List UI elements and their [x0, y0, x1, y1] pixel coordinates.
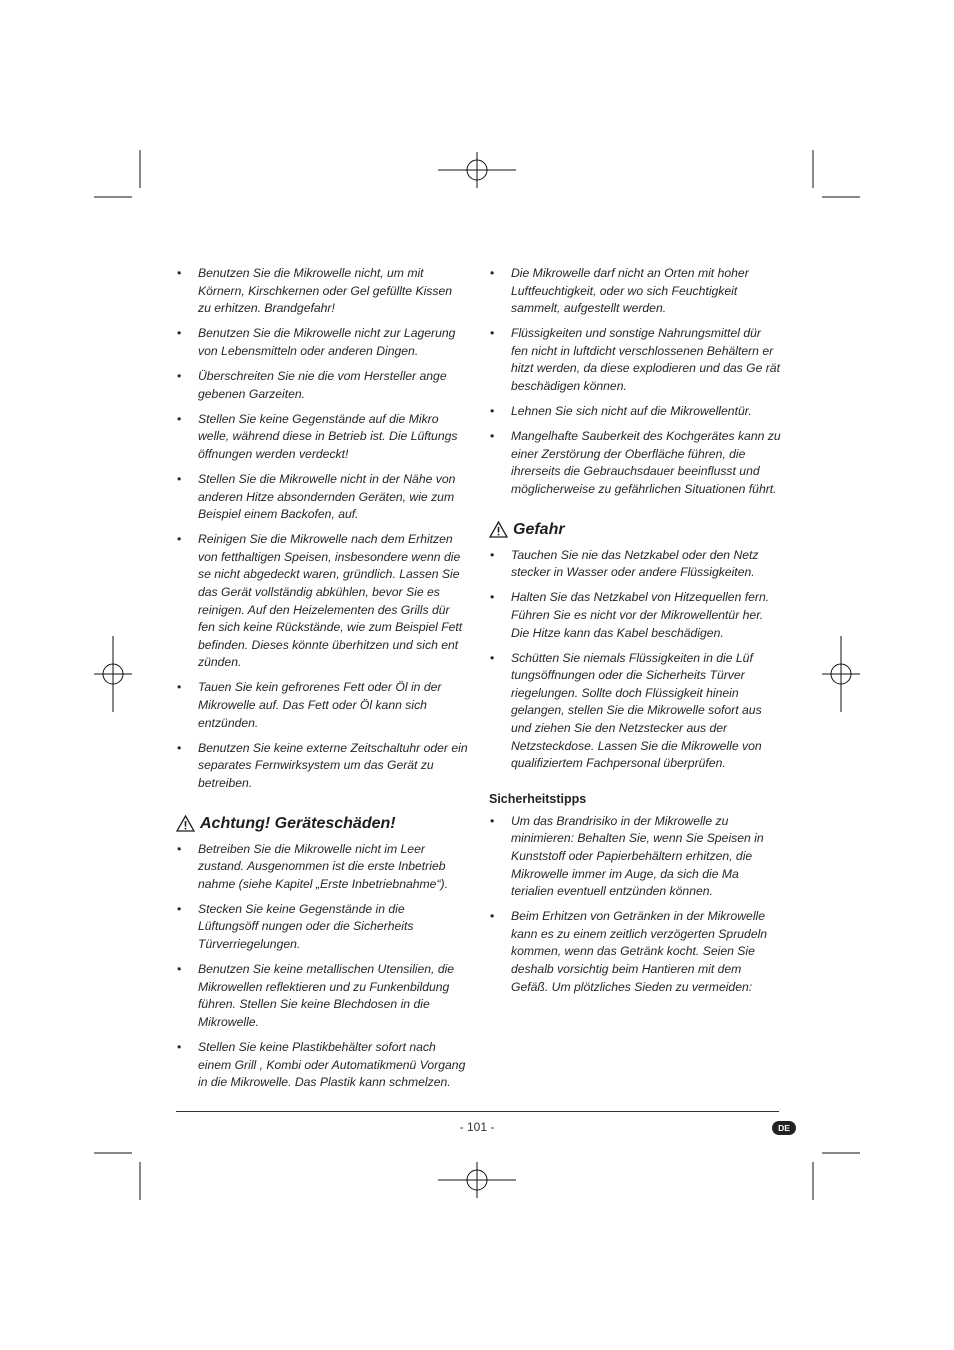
list-item: • Benutzen Sie die Mikrowelle nicht, um mit Körnern, Kirschkernen oder Gel gefüllte Kissen zu erhitzen. Brandgefahr! — [176, 265, 468, 318]
list-item: • Benutzen Sie keine metallischen Utensilien, die Mikrowellen reflektieren und zu Funkenbildung führen. Stellen Sie keine Blechdosen in die Mikrowelle. — [176, 961, 468, 1031]
list-item: • Benutzen Sie die Mikrowelle nicht zur Lagerung von Lebensmitteln oder anderen Dingen. — [176, 325, 468, 360]
list-item: • Um das Brandrisiko in der Mikrowelle zu minimieren: Behalten Sie, wenn Sie Speisen in Kunststoff oder Papierbehältern erhitzen, die Mikrowelle immer im Auge, da sich die Ma terialien eventuell entzünden können. — [489, 813, 781, 901]
list-item: • Überschreiten Sie nie die vom Hersteller ange gebenen Garzeiten. — [176, 368, 468, 403]
list-item: • Stecken Sie keine Gegenstände in die Lüftungsöff nungen oder die Sicherheits Türverriegelungen. — [176, 901, 468, 954]
list-item: • Flüssigkeiten und sonstige Nahrungsmittel dür fen nicht in luftdicht verschlossenen Behältern er hitzt werden, da diese explodieren und das Ge rät beschädigen können. — [489, 325, 781, 395]
list-item: • Stellen Sie keine Gegenstände auf die Mikro welle, während diese in Betrieb ist. Die Lüftungs öffnungen werden verdeckt! — [176, 411, 468, 464]
section-heading-achtung — [176, 813, 468, 835]
bullet-list-tipps — [489, 813, 781, 996]
right-column — [489, 265, 781, 1004]
list-item: • Stellen Sie keine Plastikbehälter sofort nach einem Grill , Kombi oder Automatikmenü Vorgang in die Mikrowelle. Das Plastik kann schmelzen. — [176, 1039, 468, 1092]
page-number: - 101 - — [459, 1120, 495, 1134]
list-item: • Mangelhafte Sauberkeit des Kochgerätes kann zu einer Zerstörung der Oberfläche führen, die ihrerseits die Gebrauchsdauer beeinflusst und möglicherweise zu gefährlichen Situationen führt. — [489, 428, 781, 498]
section-heading-sicherheitstipps: Sicherheitstipps — [489, 791, 587, 806]
list-item: • Stellen Sie die Mikrowelle nicht in der Nähe von anderen Hitze absondernden Geräten, wie zum Beispiel einem Backofen, auf. — [176, 471, 468, 524]
list-item: • Tauchen Sie nie das Netzkabel oder den Netz stecker in Wasser oder andere Flüssigkeiten. — [489, 547, 781, 582]
warning-triangle-icon — [489, 521, 508, 538]
list-item: • Benutzen Sie keine externe Zeitschaltuhr oder ein separates Fernwirksystem um das Gerät zu betreiben. — [176, 740, 468, 793]
bullet-list-general — [176, 265, 468, 793]
section-heading-text: Gefahr — [513, 520, 565, 538]
left-column — [176, 265, 468, 1099]
list-item: • Reinigen Sie die Mikrowelle nach dem Erhitzen von fetthaltigen Speisen, insbesondere wenn die se nicht abgedeckt waren, gründlich. Lassen Sie das Gerät vollständig abkühlen, bevor Sie es reinigen. Auf den Heizelementen des Grills dür fen sich keine Rückstände, wie zum Beispiel Fett befinden. Dieses könnte überhitzen und sich ent zünden. — [176, 531, 468, 672]
list-item: • Betreiben Sie die Mikrowelle nicht im Leer zustand. Ausgenommen ist die erste Inbetrieb nahme (siehe Kapitel „Erste Inbetriebnahme“). — [176, 841, 468, 894]
warning-triangle-icon — [176, 815, 195, 832]
bullet-list-general-right — [489, 265, 781, 499]
section-heading-gefahr — [489, 519, 781, 541]
list-item: • Die Mikrowelle darf nicht an Orten mit hoher Luftfeuchtigkeit, oder wo sich Feuchtigkeit sammelt, aufgestellt werden. — [489, 265, 781, 318]
list-item: • Beim Erhitzen von Getränken in der Mikrowelle kann es zu einem zeitlich verzögerten Sprudeln kommen, wenn das Getränk kocht. Seien Sie deshalb vorsichtig beim Hantieren mit dem Gefäß. Um plötzliches Sieden zu vermeiden: — [489, 908, 781, 996]
bullet-list-gefahr — [489, 547, 781, 773]
language-badge: DE — [772, 1121, 796, 1135]
list-item: • Halten Sie das Netzkabel von Hitzequellen fern. Führen Sie es nicht vor der Mikrowellentür her. Die Hitze kann das Kabel beschädigen. — [489, 589, 781, 642]
list-item: • Schütten Sie niemals Flüssigkeiten in die Lüf tungsöffnungen oder die Sicherheits Türver riegelungen. Sollte doch Flüssigkeit hinein gelangen, stellen Sie die Mikrowelle sofort aus und ziehen Sie den Netzstecker aus der Netzsteckdose. Lassen Sie die Mikrowelle von qualifiziertem Fachpersonal überprüfen. — [489, 650, 781, 773]
list-item: • Lehnen Sie sich nicht auf die Mikrowellentür. — [489, 403, 781, 421]
section-heading-text: Achtung! Geräteschäden! — [200, 814, 396, 832]
bullet-list-achtung — [176, 841, 468, 1092]
list-item: • Tauen Sie kein gefrorenes Fett oder Öl in der Mikrowelle auf. Das Fett oder Öl kann sich entzünden. — [176, 679, 468, 732]
footer-divider — [176, 1111, 779, 1112]
